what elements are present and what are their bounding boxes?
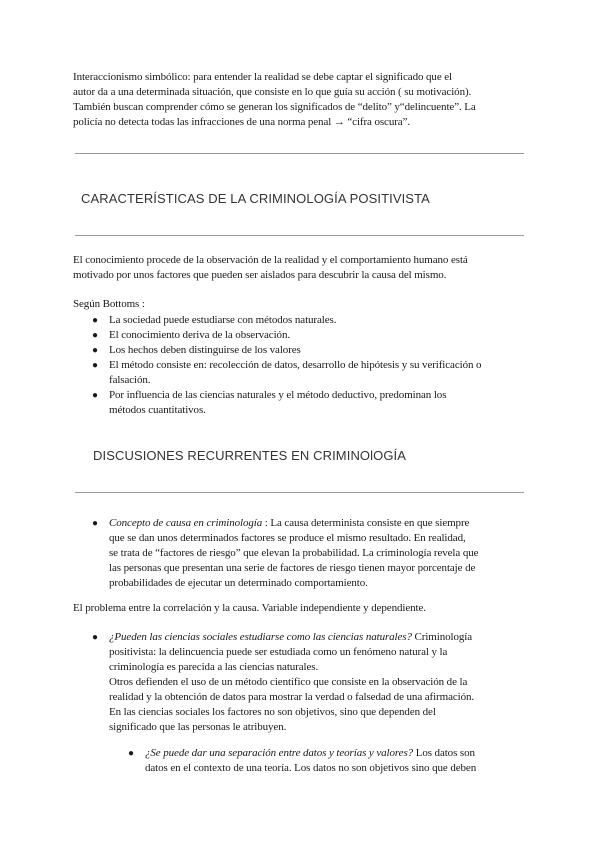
bullet-icon: ● (92, 330, 99, 341)
correlation-problem: El problema entre la correlación y la causa. Variable independiente y dependiente. (73, 602, 426, 614)
causation-definition: : La causa determinista consiste en que siempre (262, 517, 470, 529)
sub-bullet-icon: ● (128, 748, 135, 759)
data-theory-question: ¿Se puede dar una separación entre datos y teorías y valores? (145, 747, 414, 759)
causation-line: probabilidades de ejecutar un determinado comportamiento. (109, 577, 368, 589)
social-sciences-line: En las ciencias sociales los factores no son objetivos, sino que dependen del (109, 706, 436, 718)
divider (75, 235, 524, 236)
causation-item-first-line (109, 516, 469, 532)
bullet-icon: ● (92, 632, 99, 643)
list-item-continuation: falsación. (109, 374, 151, 386)
social-sciences-line: positivista: la delincuencia puede ser estudiada como un fenómeno natural y la (109, 646, 448, 658)
section1-para-line-2: motivado por unos factores que pueden ser aislados para descubrir la causa del mismo. (73, 269, 447, 281)
bullet-icon: ● (92, 345, 99, 356)
intro-line-2: autor da a una determinada situación, que consiste en lo que guía su acción ( su motivación). (73, 86, 472, 98)
causation-line: se trata de “factores de riesgo” que elevan la probabilidad. La criminología revela que (109, 547, 479, 559)
social-sciences-line: significado que las personas le atribuyen. (109, 721, 287, 733)
list-item: Los hechos deben distinguirse de los valores (109, 344, 301, 356)
bullet-icon: ● (92, 390, 99, 401)
list-item: El conocimiento deriva de la observación. (109, 329, 290, 341)
section-heading-discussions: DISCUSIONES RECURRENTES EN CRIMINOlOGÍA (93, 448, 407, 463)
causation-line: las personas que presentan una serie de factores de riesgo tienen mayor porcentaje de (109, 562, 476, 574)
list-item: Por influencia de las ciencias naturales y el método deductivo, predominan los (109, 389, 447, 401)
list-item: La sociedad puede estudiarse con métodos naturales. (109, 314, 337, 326)
data-theory-item-first-line (145, 746, 475, 762)
intro-line-4: policía no detecta todas las infracciones de una norma penal → “cifra oscura”. (73, 116, 411, 128)
social-sciences-line: Otros defienden el uso de un método científico que consiste en la observación de la (109, 676, 468, 688)
social-sciences-answer: Criminología (411, 631, 473, 643)
bullet-icon: ● (92, 518, 99, 529)
causation-concept-term: Concepto de causa en criminología (109, 517, 263, 529)
list-item-continuation: métodos cuantitativos. (109, 404, 206, 416)
divider (75, 492, 524, 493)
section1-para-line-1: El conocimiento procede de la observación de la realidad y el comportamiento humano está (73, 254, 468, 266)
divider (75, 153, 524, 154)
social-sciences-line: criminología es parecida a las ciencias naturales. (109, 661, 319, 673)
bullet-icon: ● (92, 360, 99, 371)
causation-line: que se dan unos determinados factores se produce el mismo resultado. En realidad, (109, 532, 466, 544)
according-to-bottoms: Según Bottoms : (73, 298, 145, 310)
intro-line-1: Interaccionismo simbólico: para entender la realidad se debe captar el significado que el (73, 71, 452, 83)
social-sciences-question: ¿Pueden las ciencias sociales estudiarse como las ciencias naturales? (109, 631, 412, 643)
bullet-icon: ● (92, 315, 99, 326)
data-theory-line: datos en el contexto de una teoría. Los datos no son objetivos sino que deben (145, 762, 477, 774)
social-sciences-item-first-line (109, 630, 472, 646)
intro-line-3: También buscan comprender cómo se generan los significados de “delito” y“delincuente”. La (73, 101, 476, 113)
data-theory-answer: Los datos son (413, 747, 475, 759)
section-heading-positivist: CARACTERÍSTICAS DE LA CRIMINOLOGÍA POSITIVISTA (81, 191, 430, 206)
list-item: El método consiste en: recolección de datos, desarrollo de hipótesis y su verificación o (109, 359, 482, 371)
social-sciences-line: realidad y la obtención de datos para mostrar la verdad o falsedad de una afirmación. (109, 691, 475, 703)
